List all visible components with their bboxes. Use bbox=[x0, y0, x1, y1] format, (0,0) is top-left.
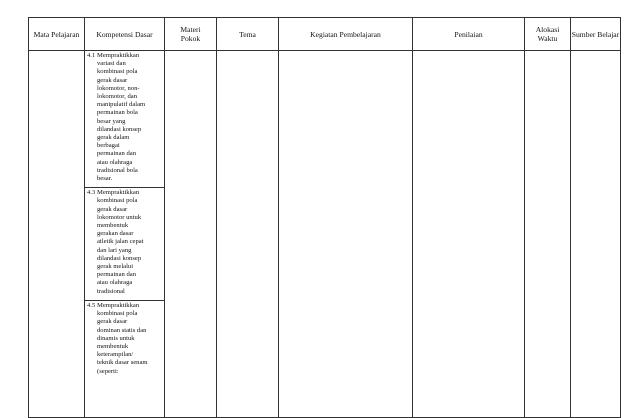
cell-kompetensi-dasar bbox=[85, 51, 165, 418]
kompetensi-dasar-line: gerak dasar bbox=[97, 76, 128, 84]
kompetensi-dasar-line: (seperti: bbox=[97, 367, 119, 375]
kompetensi-dasar-line: lokomotor untuk bbox=[97, 213, 142, 221]
kompetensi-dasar-line: Mempraktikkan bbox=[97, 301, 140, 309]
kompetensi-dasar-row bbox=[87, 302, 162, 376]
kompetensi-dasar-line: Mempraktikkan bbox=[97, 52, 140, 59]
kompetensi-dasar-line: permainan dan bbox=[97, 150, 136, 158]
kompetensi-dasar-line: dilandasi konsep bbox=[97, 125, 142, 133]
kompetensi-dasar-list bbox=[85, 51, 164, 380]
kompetensi-dasar-line: gerakan dasar bbox=[97, 230, 134, 238]
syllabus-table bbox=[28, 17, 621, 418]
kompetensi-dasar-item bbox=[85, 301, 164, 380]
kompetensi-dasar-line: dominan statis dan bbox=[97, 326, 147, 334]
kompetensi-dasar-line: teknik dasar senam bbox=[97, 359, 148, 367]
kompetensi-dasar-line: permainan bola bbox=[97, 109, 138, 117]
header-materi-pokok bbox=[165, 18, 217, 51]
kompetensi-dasar-line: atau olahraga bbox=[97, 279, 133, 287]
kompetensi-dasar-text bbox=[97, 302, 162, 376]
header-materi-pokok-line-2: Pokok bbox=[180, 34, 201, 43]
body-row bbox=[29, 51, 621, 418]
kompetensi-dasar-number: 4.5 bbox=[87, 301, 96, 309]
kompetensi-dasar-line: atletik jalan cepat bbox=[97, 238, 144, 246]
kompetensi-dasar-line: Mempraktikkan bbox=[97, 189, 140, 197]
kompetensi-dasar-row bbox=[87, 189, 162, 296]
kompetensi-dasar-line: keterampilan/ bbox=[97, 351, 134, 359]
kompetensi-dasar-number: 4.3 bbox=[87, 189, 96, 197]
header-kompetensi-dasar: Kompetensi Dasar bbox=[85, 18, 165, 51]
kompetensi-dasar-text bbox=[97, 189, 162, 296]
kompetensi-dasar-line: kombinasi pola bbox=[97, 197, 138, 205]
kompetensi-dasar-line: lokomotor, non- bbox=[97, 84, 140, 92]
kompetensi-dasar-item bbox=[85, 51, 164, 188]
kompetensi-dasar-line: gerak dasar bbox=[97, 318, 128, 326]
kompetensi-dasar-line: kombinasi pola bbox=[97, 68, 138, 76]
header-sumber-belajar: Sumber Belajar bbox=[571, 18, 621, 51]
kompetensi-dasar-line: dan lari yang bbox=[97, 246, 132, 254]
kompetensi-dasar-line: tradisional bbox=[97, 287, 125, 295]
cell-materi-pokok bbox=[165, 51, 217, 418]
header-mata-pelajaran: Mata Pelajaran bbox=[29, 18, 85, 51]
kompetensi-dasar-line: tradisional bola bbox=[97, 166, 138, 174]
kompetensi-dasar-line: berbagai bbox=[97, 142, 120, 150]
kompetensi-dasar-line: gerak melalui bbox=[97, 263, 134, 271]
kompetensi-dasar-line: gerak dalam bbox=[97, 134, 130, 142]
cell-mata-pelajaran bbox=[29, 51, 85, 418]
kompetensi-dasar-line: dinamis untuk bbox=[97, 334, 135, 342]
kompetensi-dasar-item bbox=[85, 188, 164, 301]
cell-alokasi-waktu bbox=[525, 51, 571, 418]
cell-kegiatan-pembelajaran bbox=[279, 51, 413, 418]
kompetensi-dasar-text bbox=[97, 52, 162, 183]
kompetensi-dasar-line: permainan dan bbox=[97, 271, 136, 279]
cell-tema bbox=[217, 51, 279, 418]
header-materi-pokok-line-1: Materi bbox=[180, 25, 201, 34]
kompetensi-dasar-line: besar. bbox=[97, 175, 113, 183]
kompetensi-dasar-row bbox=[87, 52, 162, 183]
kompetensi-dasar-line: membentuk bbox=[97, 222, 129, 230]
header-row bbox=[29, 18, 621, 51]
kompetensi-dasar-line: lokomotor, dan bbox=[97, 93, 138, 101]
cell-penilaian bbox=[413, 51, 525, 418]
header-kegiatan-pembelajaran: Kegiatan Pembelajaran bbox=[279, 18, 413, 51]
kompetensi-dasar-line: kombinasi pola bbox=[97, 310, 138, 318]
header-alokasi-waktu bbox=[525, 18, 571, 51]
header-penilaian: Penilaian bbox=[413, 18, 525, 51]
kompetensi-dasar-line: besar yang bbox=[97, 117, 126, 125]
kompetensi-dasar-line: gerak dasar bbox=[97, 205, 128, 213]
header-alokasi-waktu-line-1: Alokasi bbox=[535, 25, 560, 34]
kompetensi-dasar-line: atau olahraga bbox=[97, 158, 133, 166]
kompetensi-dasar-line: dilandasi konsep bbox=[97, 254, 142, 262]
cell-sumber-belajar bbox=[571, 51, 621, 418]
kompetensi-dasar-line: variasi dan bbox=[97, 60, 126, 68]
kompetensi-dasar-line: membentuk bbox=[97, 342, 129, 350]
kompetensi-dasar-number: 4.1 bbox=[87, 52, 96, 59]
header-tema: Tema bbox=[217, 18, 279, 51]
header-alokasi-waktu-line-2: Waktu bbox=[537, 34, 558, 43]
kompetensi-dasar-line: manipulatif dalam bbox=[97, 101, 146, 109]
